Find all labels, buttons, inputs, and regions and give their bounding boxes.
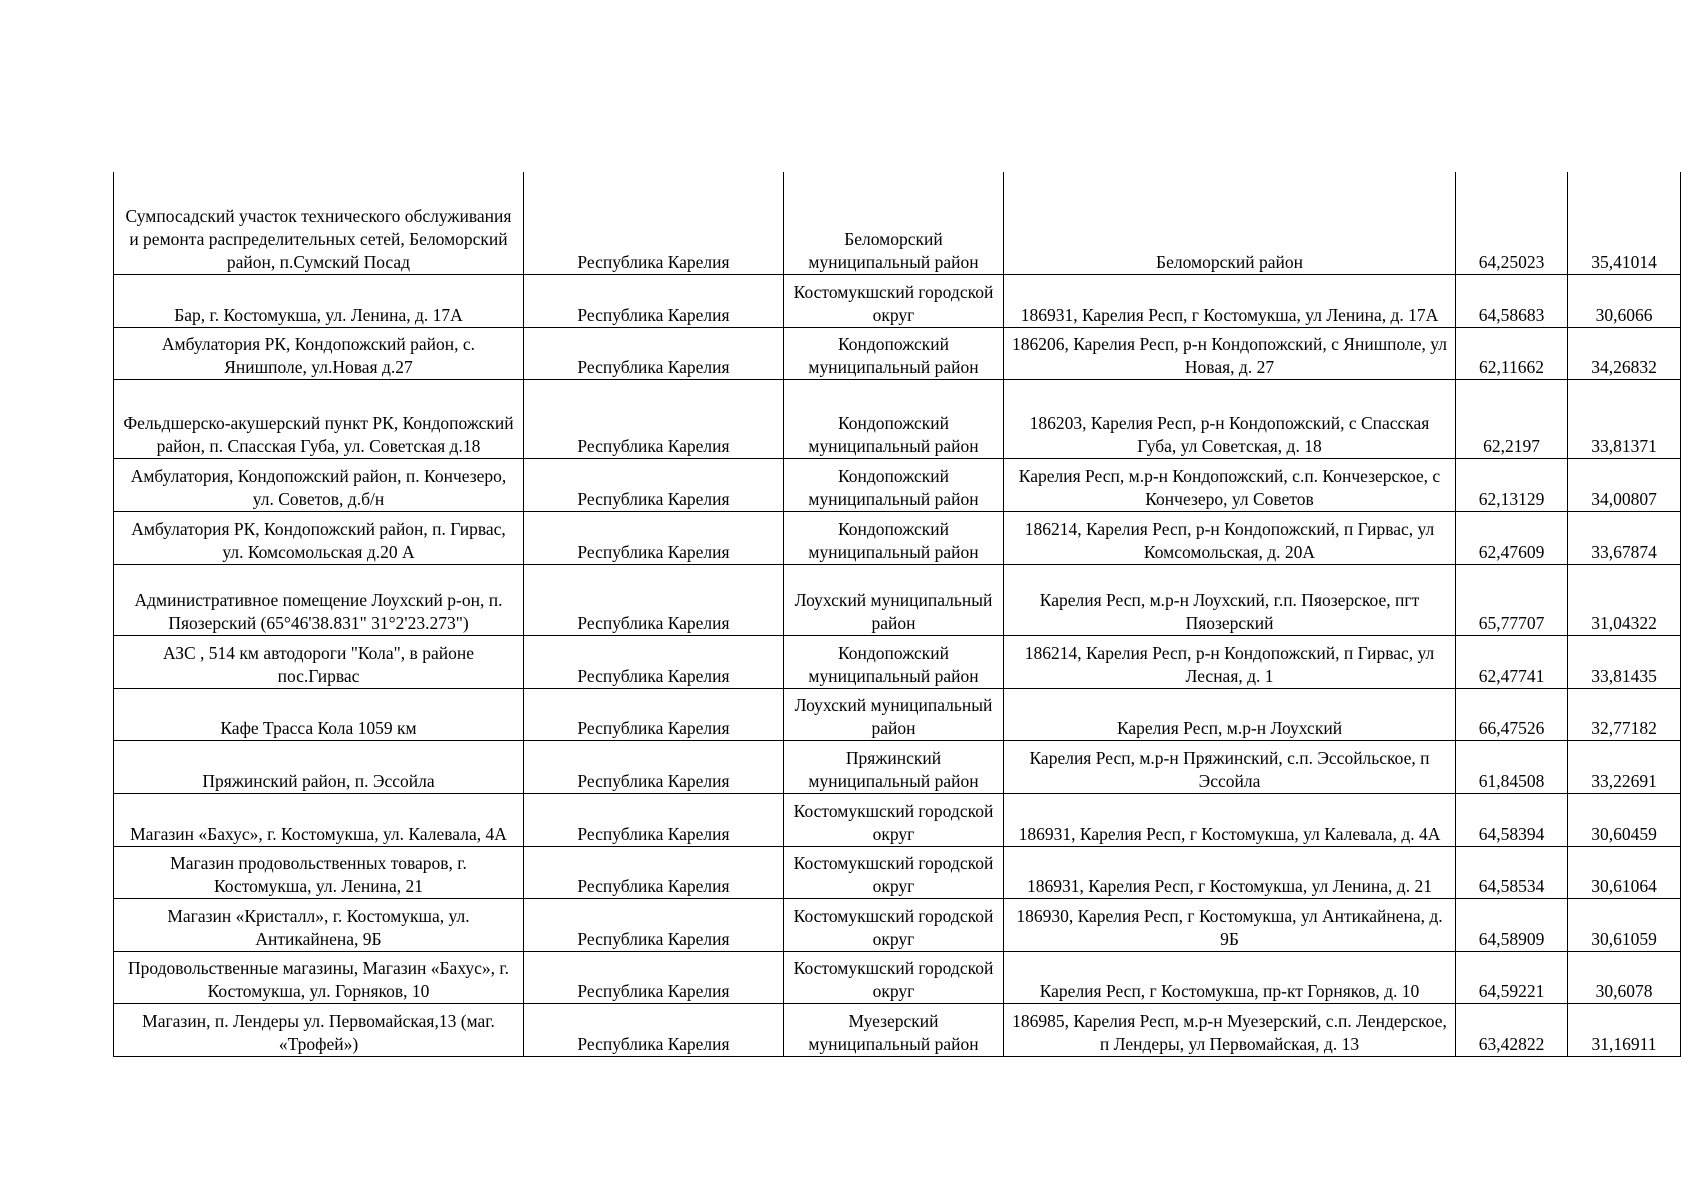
cell-longitude: 31,16911 bbox=[1568, 1003, 1681, 1056]
cell-latitude: 64,58534 bbox=[1456, 846, 1568, 898]
cell-name: Магазин «Кристалл», г. Костомукша, ул. Антикайнена, 9Б bbox=[114, 898, 524, 951]
cell-region: Республика Карелия bbox=[524, 327, 784, 379]
cell-longitude: 35,41014 bbox=[1568, 172, 1681, 274]
table-row bbox=[114, 846, 1681, 898]
cell-longitude: 30,6066 bbox=[1568, 274, 1681, 327]
table-row bbox=[114, 327, 1681, 379]
cell-name: Кафе Трасса Кола 1059 км bbox=[114, 688, 524, 740]
cell-name: Административное помещение Лоухский р-он, п. Пяозерский (65°46'38.831" 31°2'23.273") bbox=[114, 564, 524, 635]
cell-name: Продовольственные магазины, Магазин «Бахус», г. Костомукша, ул. Горняков, 10 bbox=[114, 951, 524, 1003]
cell-region: Республика Карелия bbox=[524, 564, 784, 635]
cell-municipality: Костомукшский городской округ bbox=[784, 846, 1004, 898]
cell-region: Республика Карелия bbox=[524, 172, 784, 274]
cell-municipality: Кондопожский муниципальный район bbox=[784, 511, 1004, 564]
cell-latitude: 62,2197 bbox=[1456, 379, 1568, 458]
cell-region: Республика Карелия bbox=[524, 511, 784, 564]
cell-name: АЗС , 514 км автодороги "Кола", в районе пос.Гирвас bbox=[114, 635, 524, 688]
cell-latitude: 64,25023 bbox=[1456, 172, 1568, 274]
cell-latitude: 63,42822 bbox=[1456, 1003, 1568, 1056]
cell-latitude: 62,47609 bbox=[1456, 511, 1568, 564]
cell-latitude: 62,11662 bbox=[1456, 327, 1568, 379]
cell-longitude: 30,60459 bbox=[1568, 793, 1681, 846]
cell-latitude: 64,58909 bbox=[1456, 898, 1568, 951]
cell-address: 186203, Карелия Респ, р-н Кондопожский, с Спасская Губа, ул Советская, д. 18 bbox=[1004, 379, 1456, 458]
cell-region: Республика Карелия bbox=[524, 740, 784, 793]
cell-address: 186931, Карелия Респ, г Костомукша, ул Ленина, д. 17А bbox=[1004, 274, 1456, 327]
cell-address: Карелия Респ, м.р-н Лоухский, г.п. Пяозерское, пгт Пяозерский bbox=[1004, 564, 1456, 635]
table-row bbox=[114, 172, 1681, 274]
table-body bbox=[114, 172, 1681, 1056]
cell-longitude: 33,22691 bbox=[1568, 740, 1681, 793]
cell-address: 186930, Карелия Респ, г Костомукша, ул Антикайнена, д. 9Б bbox=[1004, 898, 1456, 951]
table-row bbox=[114, 1003, 1681, 1056]
cell-municipality: Кондопожский муниципальный район bbox=[784, 458, 1004, 511]
cell-address: 186985, Карелия Респ, м.р-н Муезерский, с.п. Лендерское, п Лендеры, ул Первомайская, д. 13 bbox=[1004, 1003, 1456, 1056]
table-row bbox=[114, 688, 1681, 740]
cell-region: Республика Карелия bbox=[524, 458, 784, 511]
cell-longitude: 33,81435 bbox=[1568, 635, 1681, 688]
cell-name: Магазин «Бахус», г. Костомукша, ул. Калевала, 4А bbox=[114, 793, 524, 846]
cell-region: Республика Карелия bbox=[524, 846, 784, 898]
cell-name: Пряжинский район, п. Эссойла bbox=[114, 740, 524, 793]
cell-region: Республика Карелия bbox=[524, 274, 784, 327]
cell-municipality: Костомукшский городской округ bbox=[784, 951, 1004, 1003]
cell-name: Магазин продовольственных товаров, г. Костомукша, ул. Ленина, 21 bbox=[114, 846, 524, 898]
cell-latitude: 64,58683 bbox=[1456, 274, 1568, 327]
cell-longitude: 33,67874 bbox=[1568, 511, 1681, 564]
cell-municipality: Кондопожский муниципальный район bbox=[784, 327, 1004, 379]
cell-latitude: 61,84508 bbox=[1456, 740, 1568, 793]
cell-municipality: Пряжинский муниципальный район bbox=[784, 740, 1004, 793]
cell-municipality: Костомукшский городской округ bbox=[784, 274, 1004, 327]
table-row bbox=[114, 458, 1681, 511]
locations-table bbox=[113, 172, 1681, 1057]
cell-region: Республика Карелия bbox=[524, 793, 784, 846]
cell-longitude: 32,77182 bbox=[1568, 688, 1681, 740]
document-page bbox=[113, 172, 1681, 1057]
cell-address: 186214, Карелия Респ, р-н Кондопожский, п Гирвас, ул Лесная, д. 1 bbox=[1004, 635, 1456, 688]
cell-municipality: Муезерский муниципальный район bbox=[784, 1003, 1004, 1056]
cell-municipality: Лоухский муниципальный район bbox=[784, 688, 1004, 740]
cell-address: Беломорский район bbox=[1004, 172, 1456, 274]
cell-region: Республика Карелия bbox=[524, 379, 784, 458]
cell-address: 186931, Карелия Респ, г Костомукша, ул Ленина, д. 21 bbox=[1004, 846, 1456, 898]
cell-longitude: 30,61064 bbox=[1568, 846, 1681, 898]
cell-name: Сумпосадский участок технического обслуживания и ремонта распределительных сетей, Беломорский район, п.Сумский Посад bbox=[114, 172, 524, 274]
cell-municipality: Костомукшский городской округ bbox=[784, 793, 1004, 846]
table-row bbox=[114, 379, 1681, 458]
cell-address: 186206, Карелия Респ, р-н Кондопожский, с Янишполе, ул Новая, д. 27 bbox=[1004, 327, 1456, 379]
cell-region: Республика Карелия bbox=[524, 688, 784, 740]
cell-name: Магазин, п. Лендеры ул. Первомайская,13 (маг. «Трофей») bbox=[114, 1003, 524, 1056]
cell-longitude: 34,00807 bbox=[1568, 458, 1681, 511]
table-row bbox=[114, 951, 1681, 1003]
cell-municipality: Кондопожский муниципальный район bbox=[784, 379, 1004, 458]
cell-region: Республика Карелия bbox=[524, 1003, 784, 1056]
cell-latitude: 66,47526 bbox=[1456, 688, 1568, 740]
table-row bbox=[114, 740, 1681, 793]
cell-name: Амбулатория, Кондопожский район, п. Кончезеро, ул. Советов, д.б/н bbox=[114, 458, 524, 511]
cell-region: Республика Карелия bbox=[524, 951, 784, 1003]
cell-municipality: Кондопожский муниципальный район bbox=[784, 635, 1004, 688]
cell-name: Амбулатория РК, Кондопожский район, п. Гирвас, ул. Комсомольская д.20 А bbox=[114, 511, 524, 564]
cell-municipality: Беломорский муниципальный район bbox=[784, 172, 1004, 274]
cell-address: Карелия Респ, г Костомукша, пр-кт Горняков, д. 10 bbox=[1004, 951, 1456, 1003]
cell-latitude: 65,77707 bbox=[1456, 564, 1568, 635]
cell-name: Фельдшерско-акушерский пункт РК, Кондопожский район, п. Спасская Губа, ул. Советская д.18 bbox=[114, 379, 524, 458]
cell-region: Республика Карелия bbox=[524, 898, 784, 951]
cell-address: Карелия Респ, м.р-н Кондопожский, с.п. Кончезерское, с Кончезеро, ул Советов bbox=[1004, 458, 1456, 511]
cell-address: Карелия Респ, м.р-н Лоухский bbox=[1004, 688, 1456, 740]
cell-address: 186931, Карелия Респ, г Костомукша, ул Калевала, д. 4А bbox=[1004, 793, 1456, 846]
cell-longitude: 30,61059 bbox=[1568, 898, 1681, 951]
table-row bbox=[114, 793, 1681, 846]
cell-region: Республика Карелия bbox=[524, 635, 784, 688]
cell-longitude: 34,26832 bbox=[1568, 327, 1681, 379]
cell-address: 186214, Карелия Респ, р-н Кондопожский, п Гирвас, ул Комсомольская, д. 20А bbox=[1004, 511, 1456, 564]
table-row bbox=[114, 274, 1681, 327]
cell-latitude: 64,58394 bbox=[1456, 793, 1568, 846]
cell-latitude: 62,13129 bbox=[1456, 458, 1568, 511]
table-row bbox=[114, 564, 1681, 635]
cell-name: Бар, г. Костомукша, ул. Ленина, д. 17А bbox=[114, 274, 524, 327]
table-row bbox=[114, 511, 1681, 564]
table-row bbox=[114, 635, 1681, 688]
cell-name: Амбулатория РК, Кондопожский район, с. Янишполе, ул.Новая д.27 bbox=[114, 327, 524, 379]
cell-longitude: 30,6078 bbox=[1568, 951, 1681, 1003]
table-row bbox=[114, 898, 1681, 951]
cell-municipality: Лоухский муниципальный район bbox=[784, 564, 1004, 635]
cell-address: Карелия Респ, м.р-н Пряжинский, с.п. Эссойльское, п Эссойла bbox=[1004, 740, 1456, 793]
cell-longitude: 33,81371 bbox=[1568, 379, 1681, 458]
cell-latitude: 64,59221 bbox=[1456, 951, 1568, 1003]
cell-latitude: 62,47741 bbox=[1456, 635, 1568, 688]
cell-longitude: 31,04322 bbox=[1568, 564, 1681, 635]
cell-municipality: Костомукшский городской округ bbox=[784, 898, 1004, 951]
